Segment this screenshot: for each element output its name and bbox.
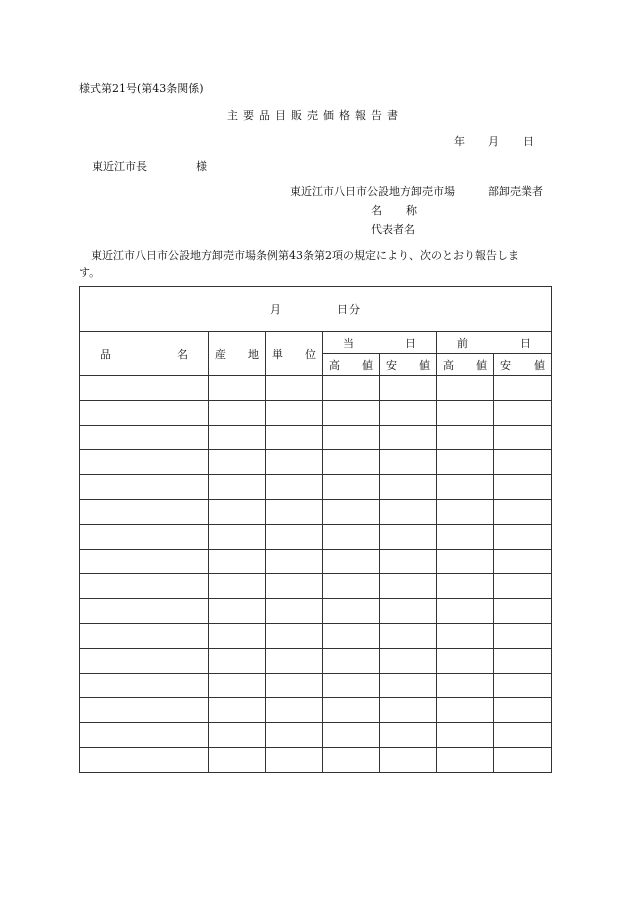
col-origin-2: 地 — [248, 347, 259, 361]
table-cell — [437, 747, 494, 772]
table-cell — [323, 400, 380, 425]
table-cell — [209, 376, 266, 401]
table-cell — [380, 400, 437, 425]
representative-label: 代表者名 — [371, 223, 415, 236]
table-cell — [209, 599, 266, 624]
table-cell — [209, 723, 266, 748]
table-cell — [209, 400, 266, 425]
table-cell — [80, 376, 209, 401]
table-cell — [323, 623, 380, 648]
table-cell — [494, 623, 552, 648]
table-cell — [266, 673, 323, 698]
table-cell — [209, 747, 266, 772]
date-header-row — [80, 287, 552, 332]
col-unit-1: 単 — [272, 347, 283, 361]
high-2b: 値 — [476, 358, 487, 372]
table-cell — [494, 376, 552, 401]
table-cell — [323, 376, 380, 401]
name-label-first: 名 — [371, 204, 382, 217]
header-month-label: 月 — [270, 303, 282, 316]
table-cell — [80, 425, 209, 450]
table-cell — [380, 673, 437, 698]
table-cell — [209, 425, 266, 450]
table-cell — [209, 499, 266, 524]
table-cell — [80, 524, 209, 549]
table-cell — [80, 475, 209, 500]
addressee-honorific: 様 — [196, 160, 207, 173]
table-cell — [80, 673, 209, 698]
table-cell — [437, 425, 494, 450]
table-cell — [494, 475, 552, 500]
table-row — [80, 499, 552, 524]
table-row — [80, 599, 552, 624]
table-cell — [494, 599, 552, 624]
table-cell — [209, 549, 266, 574]
table-cell — [323, 499, 380, 524]
table-cell — [266, 475, 323, 500]
table-cell — [323, 524, 380, 549]
date-year-label: 年 — [454, 135, 465, 148]
table-row — [80, 376, 552, 401]
low-2b: 値 — [534, 358, 546, 372]
table-row — [80, 623, 552, 648]
table-row — [80, 549, 552, 574]
table-row — [80, 747, 552, 772]
table-cell — [380, 450, 437, 475]
body-text-continued: す。 — [79, 266, 101, 279]
table-cell — [209, 623, 266, 648]
sender-market: 東近江市八日市公設地方卸売市場 — [290, 185, 455, 198]
col-header-unit — [266, 332, 323, 376]
table-cell — [323, 599, 380, 624]
table-cell — [209, 673, 266, 698]
table-cell — [266, 425, 323, 450]
col-origin-1: 産 — [215, 347, 226, 361]
table-cell — [494, 747, 552, 772]
table-cell — [437, 599, 494, 624]
table-cell — [323, 698, 380, 723]
low-1: 安 — [386, 358, 397, 372]
column-group-row — [80, 332, 552, 354]
price-report-table — [79, 286, 552, 773]
table-cell — [209, 524, 266, 549]
table-cell — [209, 574, 266, 599]
table-cell — [437, 499, 494, 524]
table-cell — [380, 376, 437, 401]
table-cell — [380, 475, 437, 500]
date-header-cell — [80, 287, 552, 332]
col-item-1: 品 — [100, 347, 111, 361]
col-previous-1: 前 — [457, 336, 468, 350]
table-cell — [266, 524, 323, 549]
table-cell — [266, 648, 323, 673]
table-cell — [266, 698, 323, 723]
table-cell — [266, 376, 323, 401]
table-row — [80, 648, 552, 673]
table-cell — [80, 599, 209, 624]
low-1b: 安 — [500, 358, 511, 372]
table-cell — [380, 599, 437, 624]
col-item-2: 名 — [177, 347, 188, 361]
table-cell — [437, 524, 494, 549]
table-cell — [80, 400, 209, 425]
table-cell — [266, 723, 323, 748]
sender-division: 部卸売業者 — [488, 185, 543, 198]
high-2: 値 — [362, 358, 373, 372]
table-cell — [437, 450, 494, 475]
table-cell — [380, 499, 437, 524]
header-day-label: 日分 — [337, 303, 361, 316]
table-cell — [437, 376, 494, 401]
col-current-2: 日 — [405, 336, 416, 350]
col-previous-high — [437, 354, 494, 376]
table-cell — [380, 524, 437, 549]
table-cell — [437, 475, 494, 500]
table-cell — [323, 574, 380, 599]
table-cell — [80, 623, 209, 648]
table-cell — [494, 499, 552, 524]
table-cell — [437, 648, 494, 673]
col-header-previous-day — [437, 332, 552, 354]
table-row — [80, 673, 552, 698]
table-cell — [266, 747, 323, 772]
table-cell — [494, 698, 552, 723]
date-day-label: 日 — [523, 135, 534, 148]
col-current-high — [323, 354, 380, 376]
table-cell — [380, 574, 437, 599]
table-cell — [494, 574, 552, 599]
table-cell — [323, 747, 380, 772]
table-cell — [80, 698, 209, 723]
table-cell — [494, 723, 552, 748]
table-cell — [266, 623, 323, 648]
table-row — [80, 425, 552, 450]
col-previous-2: 日 — [520, 336, 532, 350]
table-cell — [266, 549, 323, 574]
table-cell — [323, 450, 380, 475]
table-cell — [323, 425, 380, 450]
table-cell — [437, 574, 494, 599]
table-cell — [380, 747, 437, 772]
col-current-low — [380, 354, 437, 376]
col-current-1: 当 — [343, 336, 354, 350]
table-cell — [437, 723, 494, 748]
high-1b: 高 — [443, 358, 454, 372]
body-text: 東近江市八日市公設地方卸売市場条例第43条第2項の規定により、次のとおり報告しま — [91, 249, 519, 262]
table-row — [80, 450, 552, 475]
table-cell — [494, 673, 552, 698]
col-unit-2: 位 — [305, 347, 316, 361]
table-cell — [323, 673, 380, 698]
table-cell — [209, 450, 266, 475]
table-cell — [380, 698, 437, 723]
table-row — [80, 400, 552, 425]
table-row — [80, 698, 552, 723]
table-cell — [80, 574, 209, 599]
table-cell — [494, 450, 552, 475]
table-cell — [494, 524, 552, 549]
table-cell — [437, 549, 494, 574]
date-month-label: 月 — [488, 135, 499, 148]
table-row — [80, 723, 552, 748]
table-cell — [437, 400, 494, 425]
table-cell — [80, 549, 209, 574]
col-header-current-day — [323, 332, 437, 354]
col-header-item — [80, 332, 209, 376]
table-cell — [494, 400, 552, 425]
table-cell — [80, 499, 209, 524]
table-cell — [437, 698, 494, 723]
table-cell — [80, 747, 209, 772]
table-row — [80, 574, 552, 599]
table-cell — [80, 723, 209, 748]
table-cell — [380, 425, 437, 450]
page-title: 主要品目販売価格報告書 — [227, 109, 403, 122]
table-cell — [266, 400, 323, 425]
table-cell — [323, 475, 380, 500]
table-cell — [494, 425, 552, 450]
table-cell — [266, 499, 323, 524]
table-cell — [323, 648, 380, 673]
name-label-second: 称 — [406, 204, 417, 217]
col-previous-low — [494, 354, 552, 376]
col-header-origin — [209, 332, 266, 376]
table-cell — [380, 648, 437, 673]
table-cell — [266, 450, 323, 475]
table-cell — [380, 549, 437, 574]
table-cell — [80, 450, 209, 475]
table-cell — [323, 723, 380, 748]
high-1: 高 — [329, 358, 340, 372]
table-cell — [494, 648, 552, 673]
table-row — [80, 524, 552, 549]
table-cell — [209, 648, 266, 673]
table-row — [80, 475, 552, 500]
table-cell — [266, 574, 323, 599]
table-cell — [380, 623, 437, 648]
table-cell — [266, 599, 323, 624]
table-cell — [437, 673, 494, 698]
table-cell — [80, 648, 209, 673]
low-2: 値 — [419, 358, 430, 372]
table-cell — [437, 623, 494, 648]
table-cell — [209, 698, 266, 723]
table-body — [80, 376, 552, 773]
addressee-name: 東近江市長 — [92, 160, 147, 173]
table-cell — [323, 549, 380, 574]
table-cell — [380, 723, 437, 748]
table-cell — [494, 549, 552, 574]
form-number: 様式第21号(第43条関係) — [79, 82, 204, 95]
table-cell — [209, 475, 266, 500]
